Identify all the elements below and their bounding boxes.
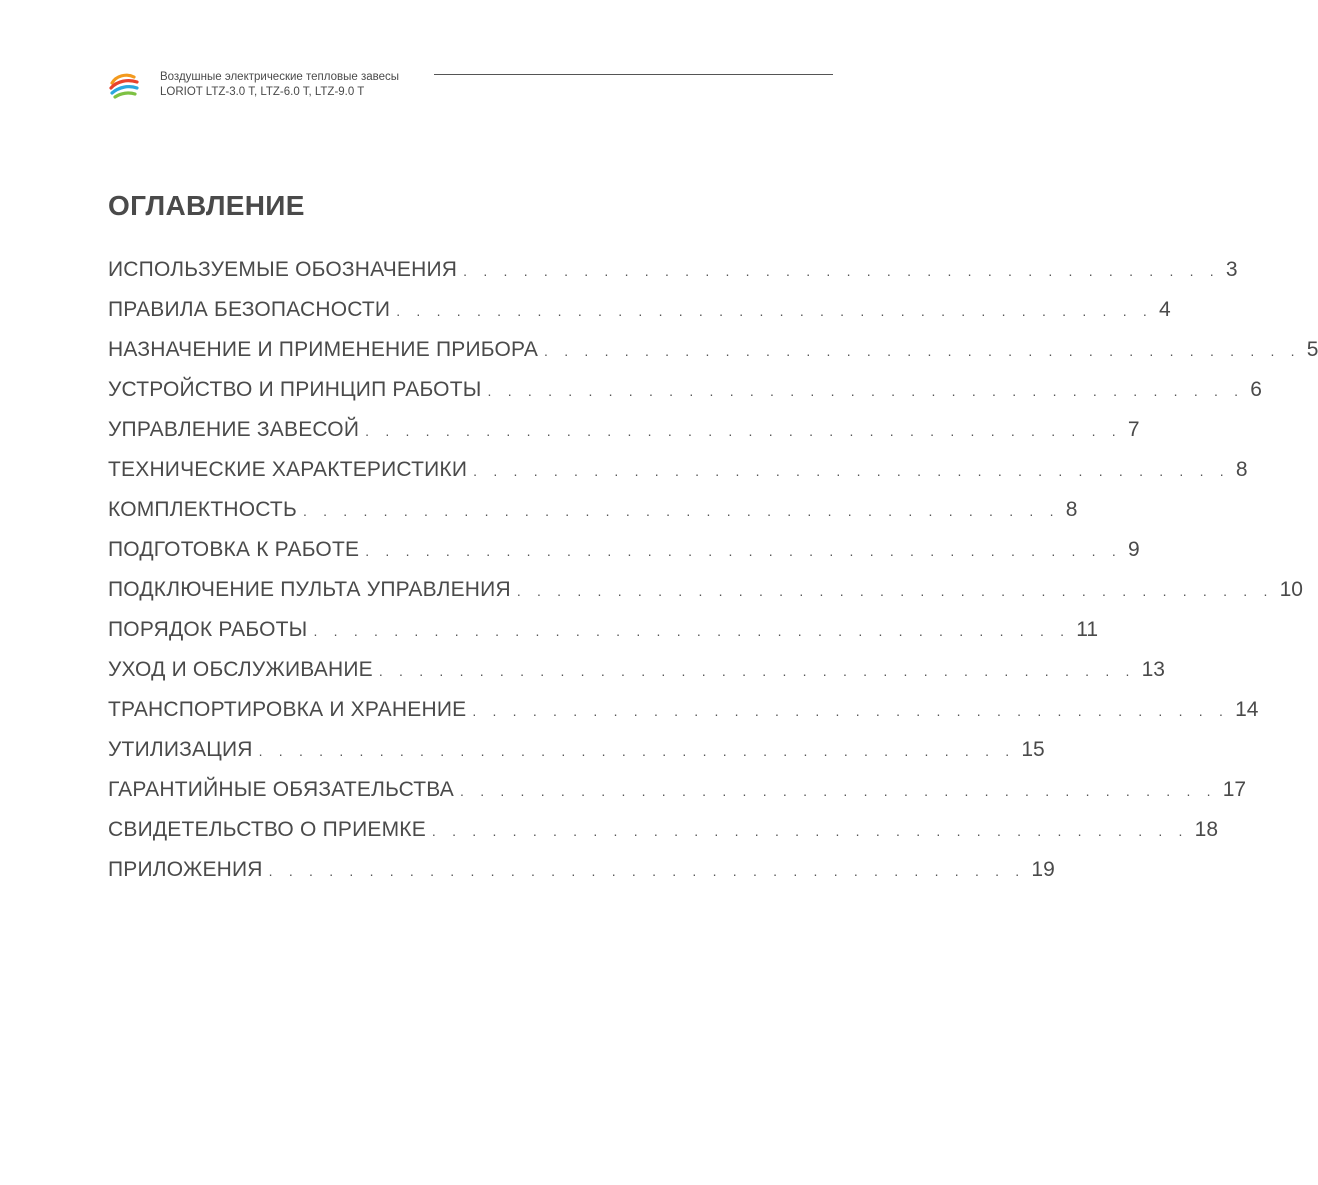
toc-dot-leader: . . . . . . . . . . . . . . . . . . . . . . . . . . . . . . . . . . . . . . [472, 703, 1230, 719]
toc-entry-page-number: 17 [1222, 778, 1247, 801]
toc-dot-leader: . . . . . . . . . . . . . . . . . . . . . . . . . . . . . . . . . . . . . . [487, 383, 1245, 399]
toc-entry-page-number: 5 [1306, 338, 1318, 361]
toc-entry-label: СВИДЕТЕЛЬСТВО О ПРИЕМКЕ [108, 818, 426, 841]
toc-dot-leader: . . . . . . . . . . . . . . . . . . . . . . . . . . . . . . . . . . . . . . [396, 303, 1153, 319]
toc-entry-label: ПРАВИЛА БЕЗОПАСНОСТИ [108, 298, 391, 321]
toc-entry-label: УТИЛИЗАЦИЯ [108, 738, 253, 761]
header-line2: LORIOT LTZ-3.0 T, LTZ-6.0 T, LTZ-9.0 T [160, 86, 365, 98]
toc-entry[interactable] [108, 578, 1303, 618]
toc-entry-label: ПОДКЛЮЧЕНИЕ ПУЛЬТА УПРАВЛЕНИЯ [108, 578, 511, 601]
toc-entry-page-number: 10 [1279, 578, 1303, 601]
toc-dot-leader: . . . . . . . . . . . . . . . . . . . . . . . . . . . . . . . . . . . . . . [378, 663, 1136, 679]
toc-entry-page-number: 3 [1225, 258, 1238, 281]
toc-entry-label: ИСПОЛЬЗУЕМЫЕ ОБОЗНАЧЕНИЯ [108, 258, 458, 281]
toc-entry[interactable] [108, 258, 1238, 298]
toc-entry[interactable] [108, 298, 1171, 338]
toc-entry[interactable] [108, 698, 1259, 738]
toc-entry-page-number: 14 [1235, 698, 1259, 721]
toc-entry-page-number: 8 [1065, 498, 1078, 521]
toc-dot-leader: . . . . . . . . . . . . . . . . . . . . . . . . . . . . . . . . . . . . . . [431, 823, 1189, 839]
toc-entry-label: ГАРАНТИЙНЫЕ ОБЯЗАТЕЛЬСТВА [108, 778, 455, 801]
logo-arc [115, 93, 135, 97]
toc-dot-leader: . . . . . . . . . . . . . . . . . . . . . . . . . . . . . . . . . . . . . . [365, 543, 1122, 559]
toc-entry[interactable] [108, 498, 1078, 538]
toc-entry-label: ТРАНСПОРТИРОВКА И ХРАНЕНИЕ [108, 698, 467, 721]
toc-dot-leader: . . . . . . . . . . . . . . . . . . . . . . . . . . . . . . . . . . . . . . [268, 863, 1026, 879]
toc-entry[interactable] [108, 778, 1247, 818]
toc-entry-label: ПОРЯДОК РАБОТЫ [108, 618, 308, 641]
toc-entry-page-number: 15 [1021, 738, 1045, 761]
toc-dot-leader: . . . . . . . . . . . . . . . . . . . . . . . . . . . . . . . . . . . . . . [258, 743, 1016, 759]
toc-entry-page-number: 11 [1076, 618, 1099, 641]
toc-entry[interactable] [108, 658, 1165, 698]
toc-entry[interactable] [108, 618, 1099, 658]
toc-entry-label: ТЕХНИЧЕСКИЕ ХАРАКТЕРИСТИКИ [108, 458, 468, 481]
toc-entry[interactable] [108, 418, 1140, 458]
toc-dot-leader: . . . . . . . . . . . . . . . . . . . . . . . . . . . . . . . . . . . . . . [302, 503, 1060, 519]
toc-entry-page-number: 18 [1194, 818, 1219, 841]
toc-entry-page-number: 9 [1127, 538, 1140, 561]
header-line1: Воздушные электрические тепловые завесы [160, 71, 400, 83]
toc-entry[interactable] [108, 538, 1140, 578]
toc-entry[interactable] [108, 858, 1055, 898]
toc-dot-leader: . . . . . . . . . . . . . . . . . . . . . . . . . . . . . . . . . . . . . . [463, 263, 1220, 279]
toc-entry-label: НАЗНАЧЕНИЕ И ПРИМЕНЕНИЕ ПРИБОРА [108, 338, 539, 361]
toc-dot-leader: . . . . . . . . . . . . . . . . . . . . . . . . . . . . . . . . . . . . . . [460, 783, 1217, 799]
toc-entry-page-number: 7 [1127, 418, 1140, 441]
toc-dot-leader: . . . . . . . . . . . . . . . . . . . . . . . . . . . . . . . . . . . . . . [516, 583, 1274, 599]
toc-entry-page-number: 13 [1141, 658, 1165, 681]
toc-entry-page-number: 8 [1235, 458, 1248, 481]
header-text [160, 70, 399, 100]
toc-entry-page-number: 6 [1250, 378, 1262, 401]
toc-dot-leader: . . . . . . . . . . . . . . . . . . . . . . . . . . . . . . . . . . . . . . [365, 423, 1122, 439]
toc-dot-leader: . . . . . . . . . . . . . . . . . . . . . . . . . . . . . . . . . . . . . . [473, 463, 1230, 479]
toc-dot-leader: . . . . . . . . . . . . . . . . . . . . . . . . . . . . . . . . . . . . . . [313, 623, 1071, 639]
toc-entry-page-number: 19 [1031, 858, 1055, 881]
toc-entry-label: ПРИЛОЖЕНИЯ [108, 858, 263, 881]
toc-entry[interactable] [108, 378, 1262, 418]
toc-entry-label: УСТРОЙСТВО И ПРИНЦИП РАБОТЫ [108, 378, 482, 401]
page-title: ОГЛАВЛЕНИЕ [108, 190, 305, 221]
toc-entry[interactable] [108, 338, 1318, 378]
toc-entry-page-number: 4 [1158, 298, 1171, 321]
toc-entry-label: УПРАВЛЕНИЕ ЗАВЕСОЙ [108, 418, 360, 441]
table-of-contents [108, 258, 1318, 898]
header-rule [434, 74, 833, 75]
toc-entry-label: УХОД И ОБСЛУЖИВАНИЕ [108, 658, 373, 681]
toc-entry[interactable] [108, 458, 1248, 498]
page-header [108, 68, 833, 108]
brand-logo-icon [108, 70, 140, 102]
toc-entry-label: КОМПЛЕКТНОСТЬ [108, 498, 297, 521]
toc-entry-label: ПОДГОТОВКА К РАБОТЕ [108, 538, 360, 561]
toc-dot-leader: . . . . . . . . . . . . . . . . . . . . . . . . . . . . . . . . . . . . . . [544, 343, 1301, 359]
toc-entry[interactable] [108, 738, 1045, 778]
toc-entry[interactable] [108, 818, 1219, 858]
